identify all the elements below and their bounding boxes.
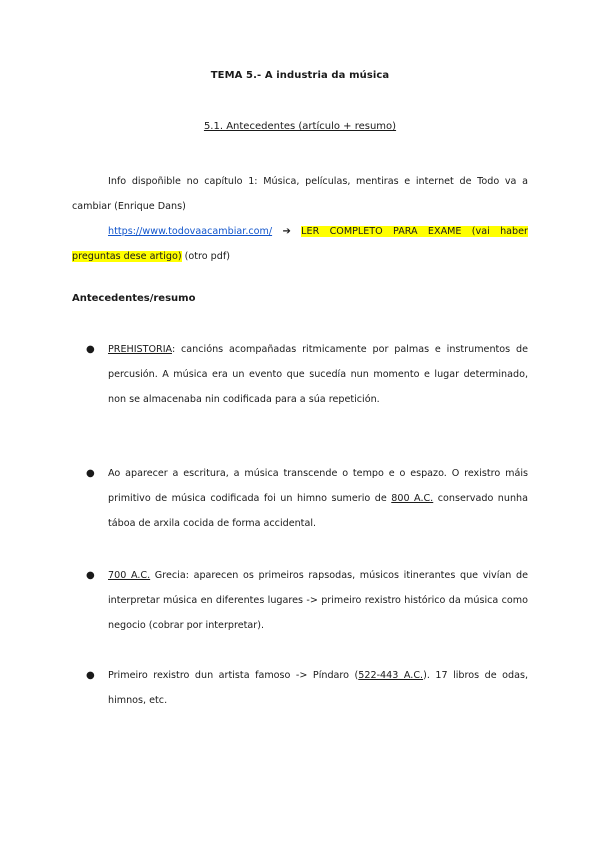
bullet-date: 800 A.C. <box>391 493 434 504</box>
list-item <box>72 337 528 412</box>
intro-paragraph: Info dispoñible no capítulo 1: Música, películas, mentiras e internet de Todo va a cambiar (Enrique Dans) <box>72 176 528 212</box>
bullet-text: : cancións acompañadas ritmicamente por palmas e instrumentos de percusión. A música era un evento que sucedía nun momento e lugar determinado, non se almacenaba nin codificada para a súa repetición. <box>108 344 528 405</box>
bullet-date: 522-443 A.C. <box>358 670 424 681</box>
link-paragraph <box>72 219 528 269</box>
bullet-lead: 700 A.C. <box>108 570 151 581</box>
bullet-text: conservado nunha táboa de arxila cocida de forma accidental. <box>108 493 529 529</box>
pdf-note: (otro pdf) <box>181 251 230 262</box>
list-item <box>72 563 528 638</box>
arrow-icon: ➔ <box>282 226 291 237</box>
list-item <box>72 461 528 536</box>
bullet-icon: ● <box>86 344 95 355</box>
document-title: TEMA 5.- A industria da música <box>210 70 390 81</box>
section-subtitle: 5.1. Antecedentes (artículo + resumo) <box>203 121 397 132</box>
bullet-lead: PREHISTORIA <box>108 344 172 355</box>
bullet-icon: ● <box>86 670 95 681</box>
bullet-icon: ● <box>86 468 95 479</box>
bullet-text: ). 17 libros de odas, himnos, etc. <box>108 670 528 706</box>
section-heading: Antecedentes/resumo <box>72 293 196 304</box>
highlighted-note: LER COMPLETO PARA EXAME (vai haber preguntas dese artigo) <box>72 226 528 262</box>
bullet-text: Primeiro rexistro dun artista famoso -> Píndaro ( <box>108 670 359 681</box>
bullet-text: Ao aparecer a escritura, a música transcende o tempo e o espazo. O rexistro máis primitivo de música codificada foi un himno sumerio de <box>108 468 528 504</box>
bullet-icon: ● <box>86 570 95 581</box>
bullet-text: Grecia: aparecen os primeiros rapsodas, músicos itinerantes que vivían de interpretar música en diferentes lugares -> primeiro rexistro histórico da música como negocio (cobrar por interpretar). <box>108 570 528 631</box>
source-link[interactable]: https://www.todovaacambiar.com/ <box>108 226 273 237</box>
list-item <box>72 663 528 713</box>
